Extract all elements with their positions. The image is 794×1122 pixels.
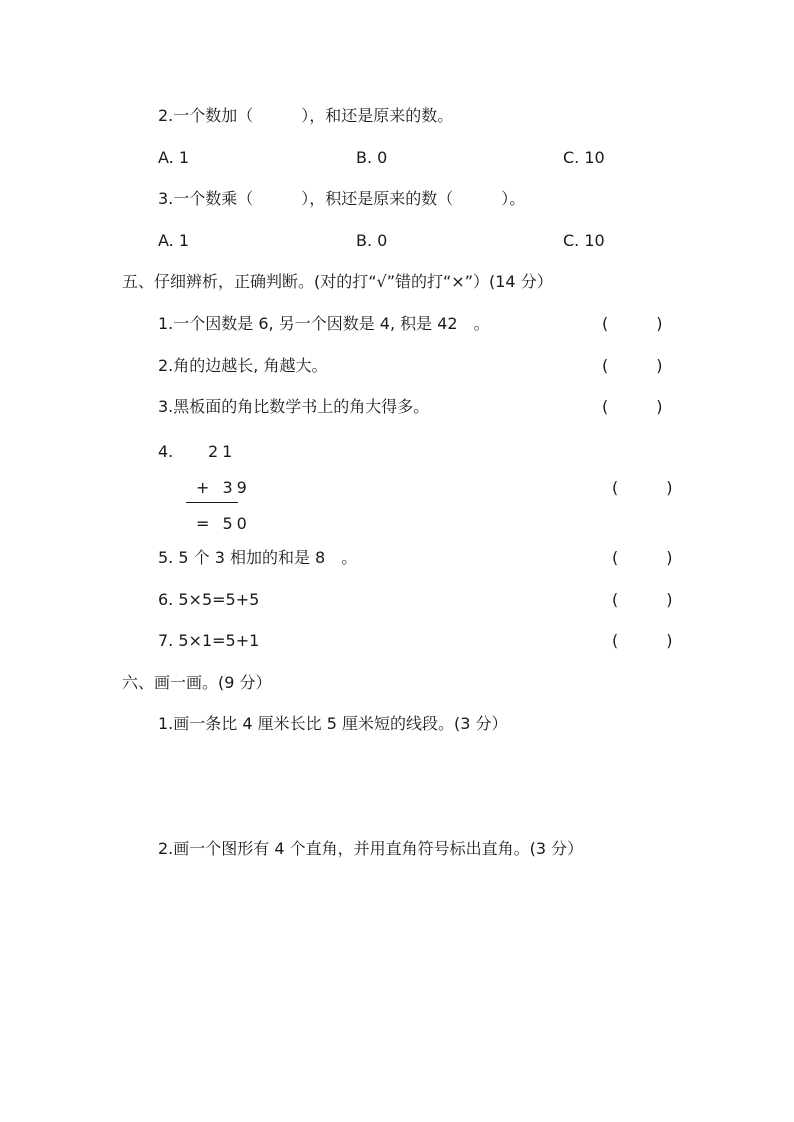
judge-item-7-answer[interactable]: ( ) bbox=[612, 631, 673, 650]
judge-item-3-text: 3.黑板面的角比数学书上的角大得多。 bbox=[158, 397, 430, 416]
judge-item-7-text: 7. 5×1=5+1 bbox=[158, 631, 260, 650]
judge-item-6-text: 6. 5×5=5+5 bbox=[158, 590, 260, 609]
judge-item-1-answer[interactable]: ( ) bbox=[602, 314, 663, 333]
addition-rule bbox=[186, 502, 238, 503]
question-2-text: 2.一个数加（ ），和还是原来的数。 bbox=[158, 106, 454, 125]
judge-item-4-number: 4. bbox=[158, 442, 174, 461]
draw-question-2: 2.画一个图形有 4 个直角，并用直角符号标出直角。(3 分） bbox=[158, 839, 584, 858]
judge-item-2-answer[interactable]: ( ) bbox=[602, 356, 663, 375]
judge-item-5-answer[interactable]: ( ) bbox=[612, 548, 673, 567]
judge-item-1-text: 1.一个因数是 6, 另一个因数是 4, 积是 42 。 bbox=[158, 314, 490, 333]
section-5-heading: 五、仔细辨析，正确判断。(对的打“√”错的打“×”）(14 分） bbox=[122, 272, 553, 291]
q3-option-b: B. 0 bbox=[356, 231, 388, 250]
q3-option-c: C. 10 bbox=[563, 231, 605, 250]
q2-option-a: A. 1 bbox=[158, 148, 190, 167]
addition-second-operand: + 39 bbox=[196, 478, 251, 497]
addition-top-operand: 21 bbox=[208, 442, 237, 461]
q2-option-c: C. 10 bbox=[563, 148, 605, 167]
judge-item-2-text: 2.角的边越长, 角越大。 bbox=[158, 356, 328, 375]
section-6-heading: 六、画一画。(9 分） bbox=[122, 673, 272, 692]
judge-item-3-answer[interactable]: ( ) bbox=[602, 397, 663, 416]
question-3-text: 3.一个数乘（ ），积还是原来的数（ ）。 bbox=[158, 189, 526, 208]
addition-result: = 50 bbox=[196, 514, 251, 533]
judge-item-5-text: 5. 5 个 3 相加的和是 8 。 bbox=[158, 548, 358, 567]
q2-option-b: B. 0 bbox=[356, 148, 388, 167]
draw-question-1: 1.画一条比 4 厘米长比 5 厘米短的线段。(3 分） bbox=[158, 714, 508, 733]
q3-option-a: A. 1 bbox=[158, 231, 190, 250]
judge-item-4-answer[interactable]: ( ) bbox=[612, 478, 673, 497]
judge-item-6-answer[interactable]: ( ) bbox=[612, 590, 673, 609]
